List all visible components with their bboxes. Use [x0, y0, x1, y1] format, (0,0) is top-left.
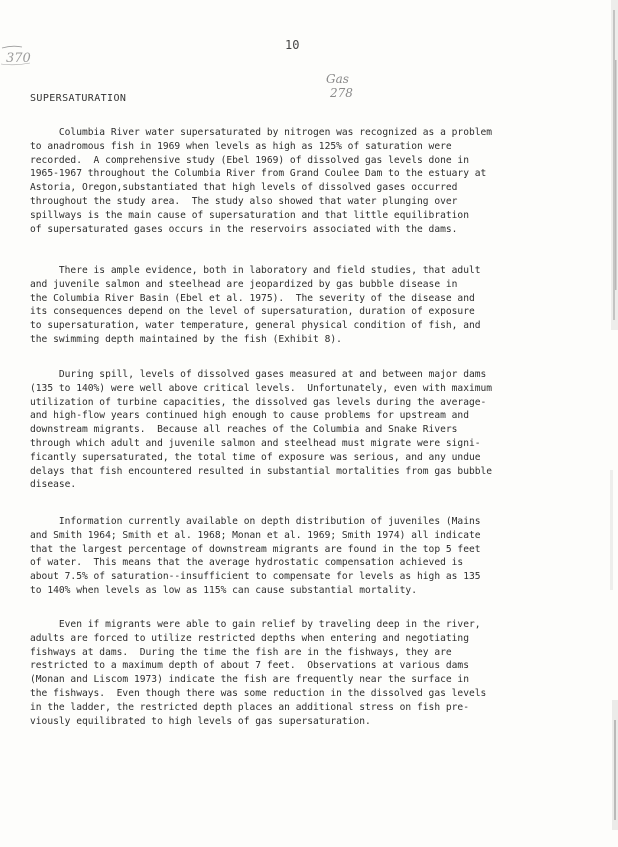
text-line: viously equilibrated to high levels of gas supersaturation. [30, 715, 371, 727]
text-line: that the largest percentage of downstream migrants are found in the top 5 feet [30, 543, 481, 555]
text-line: During spill, levels of dissolved gases measured at and between major dams [30, 369, 487, 380]
text-line: throughout the study area. The study also showed that water plunging over [30, 195, 458, 207]
text-line: in the ladder, the restricted depth places an additional stress on fish pre- [30, 701, 469, 713]
text-line: There is ample evidence, both in laboratory and field studies, that adult [30, 265, 481, 276]
text-line: recorded. A comprehensive study (Ebel 1969) of dissolved gas levels done in [30, 154, 469, 166]
text-line: 1965-1967 throughout the Columbia River from Grand Coulee Dam to the estuary at [30, 168, 487, 180]
text-line: its consequences depend on the level of supersaturation, duration of exposure [30, 306, 475, 318]
text-line: spillways is the main cause of supersaturation and that little equilibration [30, 209, 469, 221]
text-line: ficantly supersaturated, the total time of exposure was serious, and any undue [30, 451, 481, 463]
text-line: the swimming depth maintained by the fish (Exhibit 8). [30, 333, 342, 345]
text-line: utilization of turbine capacities, the dissolved gas levels during the average- [30, 396, 487, 408]
text-line: of supersaturated gases occurs in the reservoirs associated with the dams. [30, 223, 458, 235]
text-line: and high-flow years continued high enough to cause problems for upstream and [30, 410, 469, 422]
text-line: of water. This means that the average hydrostatic compensation achieved is [30, 557, 464, 569]
handwritten-page-mark [0, 44, 40, 66]
text-line: Astoria, Oregon,substantiated that high levels of dissolved gases occurred [30, 182, 458, 194]
text-line: (135 to 140%) were well above critical levels. Unfortunately, even with maximum [30, 382, 493, 394]
filing-stamp-bottom: 278 [330, 86, 353, 100]
text-line: Columbia River water supersaturated by nitrogen was recognized as a problem [30, 127, 493, 138]
scan-edge-noise [602, 0, 618, 847]
text-line: downstream migrants. Because all reaches of the Columbia and Snake Rivers [30, 424, 458, 436]
paragraph-fishways [30, 618, 565, 728]
corner-note: 370 [6, 51, 31, 66]
text-line: to supersaturation, water temperature, general physical condition of fish, and [30, 320, 481, 332]
text-line: to 140% when levels as low as 115% can cause substantial mortality. [30, 584, 417, 596]
text-line: about 7.5% of saturation--insufficient to compensate for levels as high as 135 [30, 571, 481, 583]
text-line: to anadromous fish in 1969 when levels as high as 125% of saturation were [30, 140, 452, 152]
text-line: Information currently available on depth distribution of juveniles (Mains [30, 516, 481, 527]
text-line: and Smith 1964; Smith et al. 1968; Monan et al. 1969; Smith 1974) all indicate [30, 529, 481, 541]
filing-stamp-top: Gas [326, 72, 349, 86]
text-line: adults are forced to utilize restricted depths when entering and negotiating [30, 632, 469, 644]
page-number: 10 [285, 38, 300, 52]
text-line: through which adult and juvenile salmon and steelhead must migrate were signi- [30, 437, 481, 449]
text-line: fishways at dams. During the time the fish are in the fishways, they are [30, 646, 452, 658]
section-heading: SUPERSATURATION [30, 93, 127, 104]
paragraph-spill [30, 368, 565, 492]
text-line: Even if migrants were able to gain relief by traveling deep in the river, [30, 619, 481, 630]
paragraph-depth [30, 515, 565, 598]
paragraph-intro [30, 126, 565, 236]
text-line: disease. [30, 479, 77, 491]
paragraph-evidence [30, 264, 565, 347]
text-line: the Columbia River Basin (Ebel et al. 1975). The severity of the disease and [30, 292, 475, 304]
text-line: the fishways. Even though there was some reduction in the dissolved gas levels [30, 687, 487, 699]
text-line: and juvenile salmon and steelhead are jeopardized by gas bubble disease in [30, 278, 458, 290]
text-line: (Monan and Liscom 1973) indicate the fish are frequently near the surface in [30, 674, 469, 686]
text-line: restricted to a maximum depth of about 7 feet. Observations at various dams [30, 660, 469, 672]
text-line: delays that fish encountered resulted in substantial mortalities from gas bubble [30, 465, 493, 477]
